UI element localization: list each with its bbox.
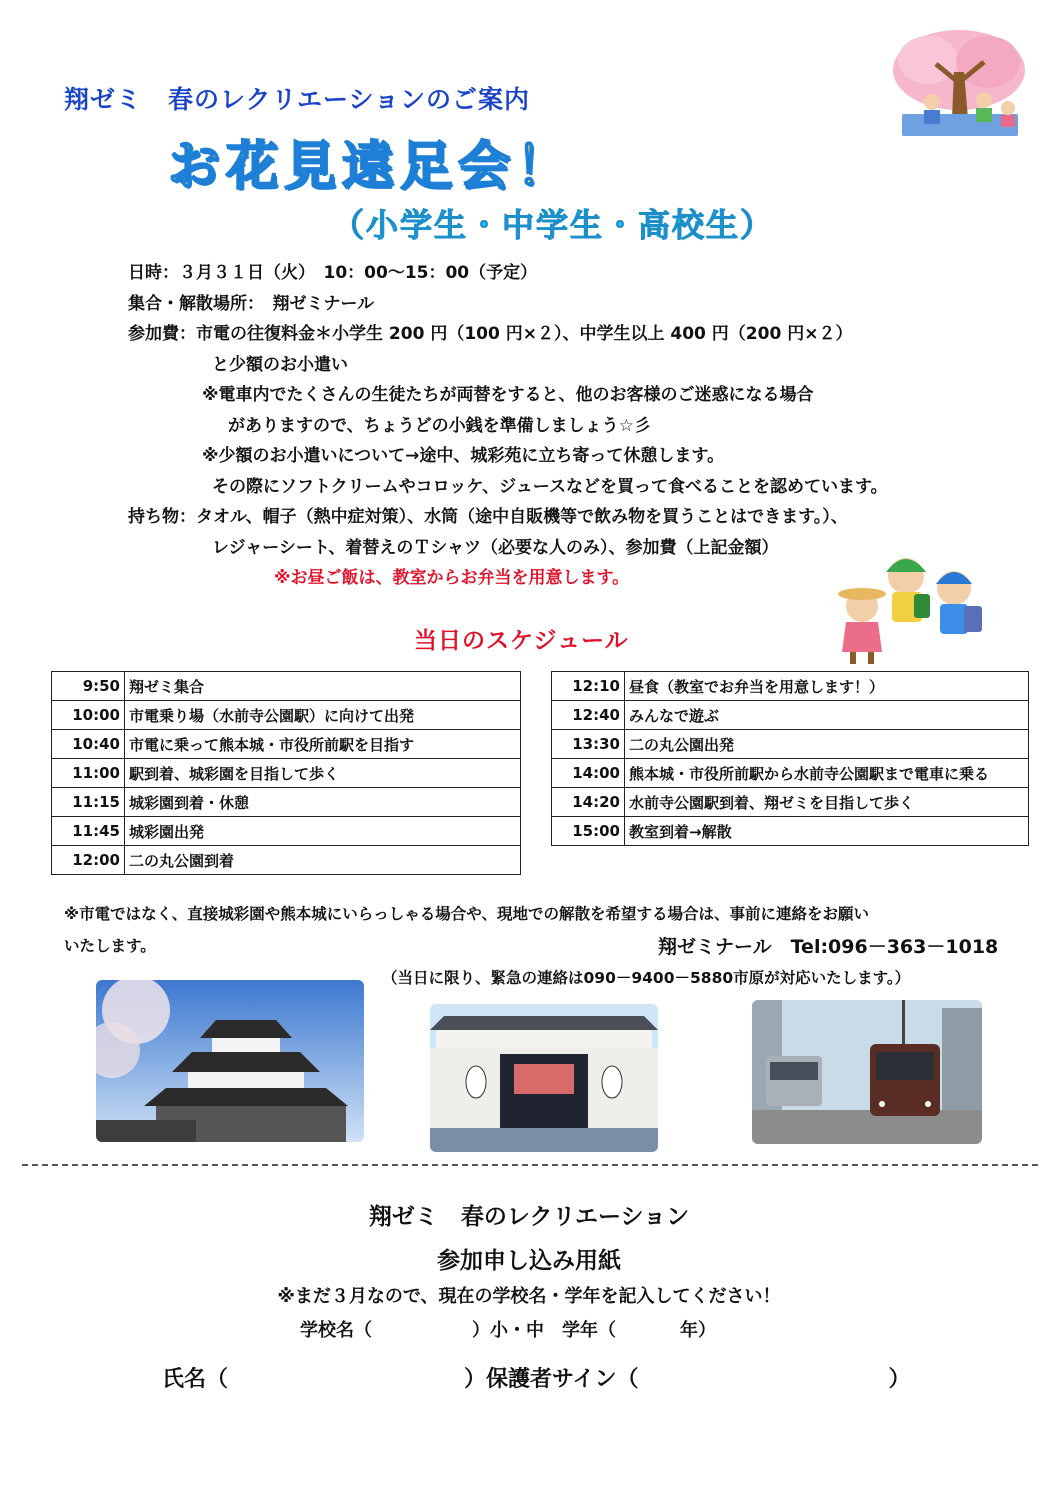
form-title: 翔ゼミ 春のレクリエーション: [368, 1204, 690, 1230]
schedule-event: 駅到着、城彩園を目指して歩く: [125, 759, 521, 788]
josaien-gate-photo: [430, 1004, 658, 1152]
name-signature-field[interactable]: [162, 1362, 911, 1393]
cherry-blossom-picnic-illustration: [888, 22, 1030, 140]
meeting-place: 集合・解散場所： 翔ゼミナール: [128, 293, 375, 314]
schedule-event: 城彩園到着・休憩: [125, 788, 521, 817]
cut-line-divider: [22, 1164, 1038, 1166]
schedule-row: [52, 730, 521, 759]
fee-line-1: 参加費：市電の往復料金＊小学生 200 円（100 円×２）、中学生以上 400 円（200 円×２）: [128, 324, 853, 344]
schedule-row: [552, 788, 1029, 817]
schedule-event: 二の丸公園到着: [125, 846, 521, 875]
schedule-event: 城彩園出発: [125, 817, 521, 846]
schedule-row: [52, 846, 521, 875]
contact-tel: 翔ゼミナール Tel:096－363－1018: [658, 936, 999, 958]
page-subtitle: （小学生・中学生・高校生）: [332, 206, 775, 244]
schedule-event: みんなで遊ぶ: [625, 701, 1029, 730]
schedule-event: 翔ゼミ集合: [125, 672, 521, 701]
schedule-time: 10:00: [52, 701, 125, 730]
note-change-2: がありますので、ちょうどの小銭を準備しましょう☆彡: [228, 415, 651, 436]
schedule-time: 10:40: [52, 730, 125, 759]
schedule-time: 11:00: [52, 759, 125, 788]
school-grade-field[interactable]: [300, 1316, 716, 1342]
items-line-1: 持ち物：タオル、帽子（熱中症対策）、水筒（途中自販機等で飲み物を買うことはできます。）、: [128, 507, 848, 527]
schedule-table-right: [551, 671, 1029, 846]
schedule-event: 熊本城・市役所前駅から水前寺公園駅まで電車に乗る: [625, 759, 1029, 788]
schedule-row: [52, 759, 521, 788]
emergency-contact: （当日に限り、緊急の連絡は090－9400－5880市原が対応いたします。）: [382, 969, 911, 987]
form-subtitle: 参加申し込み用紙: [437, 1248, 621, 1274]
note-allowance-1: ※少額のお小遣いについて→途中、城彩苑に立ち寄って休憩します。: [202, 446, 725, 466]
kumamoto-castle-photo: [96, 980, 364, 1142]
schedule-row: [52, 817, 521, 846]
schedule-event: 昼食（教室でお弁当を用意します！）: [625, 672, 1029, 701]
schedule-row: [552, 672, 1029, 701]
schedule-time: 9:50: [52, 672, 125, 701]
schedule-time: 12:40: [552, 701, 625, 730]
schedule-title: 当日のスケジュール: [414, 628, 629, 654]
schedule-row: [52, 701, 521, 730]
fee-line-2: と少額のお小遣い: [212, 354, 348, 375]
event-info: [128, 258, 988, 594]
note-allowance-2: その際にソフトクリームやコロッケ、ジュースなどを買って食べることを認めています。: [212, 476, 888, 497]
grade-suffix: 年）: [680, 1320, 716, 1341]
children-walking-illustration: [826, 548, 994, 668]
schedule-row: [552, 730, 1029, 759]
tram-photo: [752, 1000, 982, 1144]
schedule-time: 11:45: [52, 817, 125, 846]
guardian-sign-label: ）保護者サイン（: [464, 1367, 639, 1392]
schedule-event: 教室到着→解散: [625, 817, 1029, 846]
intro-heading: 翔ゼミ 春のレクリエーションのご案内: [64, 85, 531, 114]
school-name-label: 学校名（: [300, 1320, 372, 1341]
event-date: 日時：３月３１日（火） 10：00～15：00（予定）: [128, 263, 538, 283]
schedule-event: 水前寺公園駅到着、翔ゼミを目指して歩く: [625, 788, 1029, 817]
name-label: 氏名（: [162, 1367, 229, 1392]
grade-label: ）小・中 学年（: [472, 1320, 616, 1341]
schedule-event: 二の丸公園出発: [625, 730, 1029, 759]
schedule-time: 12:10: [552, 672, 625, 701]
page-title: お花見遠足会！: [168, 137, 575, 197]
schedule-time: 13:30: [552, 730, 625, 759]
schedule-row: [552, 817, 1029, 846]
schedule-table-left: [51, 671, 521, 875]
contact-note-2: いたします。: [64, 937, 156, 955]
schedule-row: [552, 701, 1029, 730]
lunch-note: ※お昼ご飯は、教室からお弁当を用意します。: [274, 568, 630, 588]
schedule-row: [552, 759, 1029, 788]
schedule-time: 12:00: [52, 846, 125, 875]
items-line-2: レジャーシート、着替えのＴシャツ（必要な人のみ）、参加費（上記金額）: [212, 537, 779, 558]
schedule-row: [52, 672, 521, 701]
schedule-time: 14:20: [552, 788, 625, 817]
schedule-row: [52, 788, 521, 817]
schedule-event: 市電に乗って熊本城・市役所前駅を目指す: [125, 730, 521, 759]
contact-note-1: ※市電ではなく、直接城彩園や熊本城にいらっしゃる場合や、現地での解散を希望する場合は、事前に連絡をお願い: [64, 905, 869, 923]
schedule-time: 15:00: [552, 817, 625, 846]
form-note: ※まだ３月なので、現在の学校名・学年を記入してください！: [277, 1286, 781, 1307]
schedule-event: 市電乗り場（水前寺公園駅）に向けて出発: [125, 701, 521, 730]
schedule-time: 14:00: [552, 759, 625, 788]
note-change-1: ※電車内でたくさんの生徒たちが両替をすると、他のお客様のご迷惑になる場合: [202, 385, 814, 405]
guardian-sign-end: ）: [888, 1367, 911, 1392]
schedule-time: 11:15: [52, 788, 125, 817]
